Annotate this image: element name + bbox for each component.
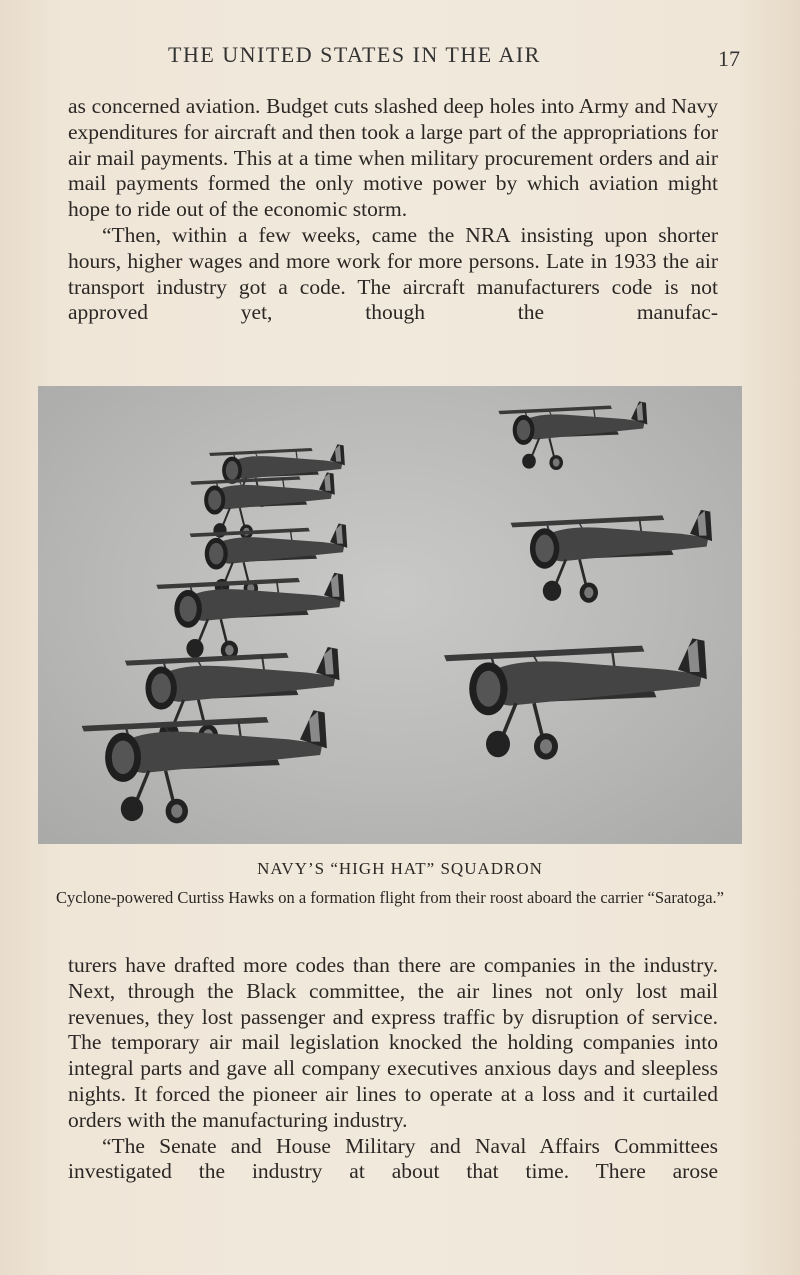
paragraph: “The Senate and House Military and Naval Affairs Committees investigated the industry at about that time. There arose bbox=[68, 1133, 718, 1184]
biplane-formation-image bbox=[38, 386, 742, 844]
figure-caption: Cyclone-powered Curtiss Hawks on a formation flight from their roost aboard the carrier “Saratoga.” bbox=[55, 888, 725, 907]
page-number: 17 bbox=[718, 46, 740, 71]
top-text-block bbox=[68, 94, 718, 326]
bottom-text-block bbox=[68, 953, 718, 1185]
paragraph: turers have drafted more codes than there are companies in the industry. Next, through the Black committee, the air lines not only lost mail revenues, they lost passenger and express traffic by disruption of service. The temporary air mail legislation knocked the holding companies into integral parts and gave all company executives anxious days and sleepless nights. It forced the pioneer air lines to operate at a loss and it curtailed orders with the manufacturing industry. bbox=[68, 953, 718, 1132]
figure-title: NAVY’S “HIGH HAT” SQUADRON bbox=[257, 859, 543, 878]
paragraph: “Then, within a few weeks, came the NRA insisting upon shorter hours, higher wages and more work for more persons. Late in 1933 the air transport industry got a code. The aircraft manufacturers code is not approved yet, though the manufac- bbox=[68, 222, 718, 325]
paragraph: as concerned aviation. Budget cuts slashed deep holes into Army and Navy expenditures for aircraft and then took a large part of the appropriations for air mail payments. This at a time when military procurement orders and air mail payments formed the only motive power by which aviation might hope to ride out of the economic storm. bbox=[68, 94, 718, 222]
running-title: THE UNITED STATES IN THE AIR bbox=[168, 42, 541, 67]
squadron-photo bbox=[38, 386, 742, 844]
